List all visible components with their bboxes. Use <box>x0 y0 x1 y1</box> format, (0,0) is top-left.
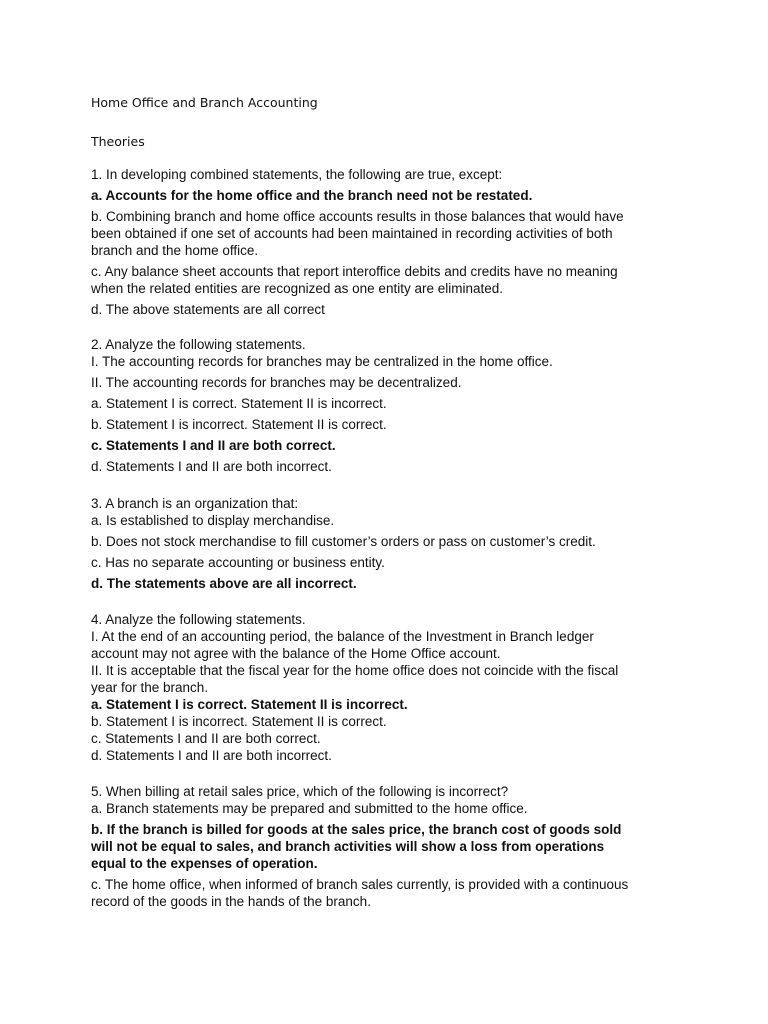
question-stem: 5. When billing at retail sales price, which of the following is incorrect? <box>91 784 509 799</box>
option-line: account may not agree with the balance of the Home Office account. <box>91 646 501 661</box>
option-line: b. Does not stock merchandise to fill customer’s orders or pass on customer’s credit. <box>91 534 596 549</box>
option-line: b. Combining branch and home office accounts results in those balances that would have <box>91 209 624 224</box>
answer-option <box>91 458 691 475</box>
option-line: d. Statements I and II are both incorrect. <box>91 748 332 763</box>
question-stem: 1. In developing combined statements, the following are true, except: <box>91 167 503 182</box>
answer-option <box>91 554 691 571</box>
option-line: year for the branch. <box>91 680 209 695</box>
answer-option <box>91 747 691 764</box>
option-line: I. At the end of an accounting period, the balance of the Investment in Branch ledger <box>91 629 594 644</box>
option-line: c. Statements I and II are both correct. <box>91 438 336 453</box>
option-line: b. If the branch is billed for goods at the sales price, the branch cost of goods sold <box>91 822 622 837</box>
answer-option <box>91 876 691 910</box>
option-line: a. Statement I is correct. Statement II is incorrect. <box>91 697 408 712</box>
section-heading: Theories <box>91 134 145 149</box>
question-stem: 2. Analyze the following statements. <box>91 337 306 352</box>
option-line: branch and the home office. <box>91 243 259 258</box>
option-line: been obtained if one set of accounts had been maintained in recording activities of both <box>91 226 613 241</box>
answer-option <box>91 301 691 318</box>
answer-option <box>91 628 691 662</box>
answer-option <box>91 800 691 817</box>
answer-option <box>91 713 691 730</box>
correct-answer-option <box>91 696 691 713</box>
question-1 <box>91 166 691 318</box>
option-line: record of the goods in the hands of the branch. <box>91 894 371 909</box>
option-line: equal to the expenses of operation. <box>91 856 318 871</box>
correct-answer-option <box>91 437 691 454</box>
option-line: b. Statement I is incorrect. Statement II is correct. <box>91 417 387 432</box>
option-line: II. The accounting records for branches may be decentralized. <box>91 375 462 390</box>
answer-option <box>91 353 691 370</box>
option-line: c. Has no separate accounting or business entity. <box>91 555 385 570</box>
answer-option <box>91 730 691 747</box>
option-line: d. Statements I and II are both incorrect. <box>91 459 332 474</box>
question-3 <box>91 495 691 592</box>
answer-option <box>91 512 691 529</box>
option-line: a. Accounts for the home office and the branch need not be restated. <box>91 188 533 203</box>
option-line: c. Statements I and II are both correct. <box>91 731 321 746</box>
correct-answer-option <box>91 187 691 204</box>
option-line: a. Branch statements may be prepared and submitted to the home office. <box>91 801 528 816</box>
answer-option <box>91 208 691 259</box>
option-line: b. Statement I is incorrect. Statement II is correct. <box>91 714 387 729</box>
option-line: c. The home office, when informed of branch sales currently, is provided with a continuous <box>91 877 629 892</box>
option-line: I. The accounting records for branches may be centralized in the home office. <box>91 354 553 369</box>
question-2 <box>91 336 691 475</box>
correct-answer-option <box>91 575 691 592</box>
question-4 <box>91 611 691 764</box>
option-line: when the related entities are recognized as one entity are eliminated. <box>91 281 504 296</box>
option-line: a. Is established to display merchandise. <box>91 513 335 528</box>
answer-option <box>91 374 691 391</box>
question-stem: 3. A branch is an organization that: <box>91 496 299 511</box>
answer-option <box>91 416 691 433</box>
answer-option <box>91 533 691 550</box>
question-5 <box>91 783 691 910</box>
option-line: c. Any balance sheet accounts that report interoffice debits and credits have no meaning <box>91 264 618 279</box>
answer-option <box>91 395 691 412</box>
answer-option <box>91 263 691 297</box>
option-line: d. The statements above are all incorrect. <box>91 576 357 591</box>
option-line: will not be equal to sales, and branch activities will show a loss from operations <box>91 839 605 854</box>
correct-answer-option <box>91 821 691 872</box>
option-line: a. Statement I is correct. Statement II is incorrect. <box>91 396 387 411</box>
question-stem: 4. Analyze the following statements. <box>91 612 306 627</box>
answer-option <box>91 662 691 696</box>
option-line: II. It is acceptable that the fiscal year for the home office does not coincide with the fiscal <box>91 663 619 678</box>
option-line: d. The above statements are all correct <box>91 302 325 317</box>
document-title: Home Office and Branch Accounting <box>91 95 318 110</box>
